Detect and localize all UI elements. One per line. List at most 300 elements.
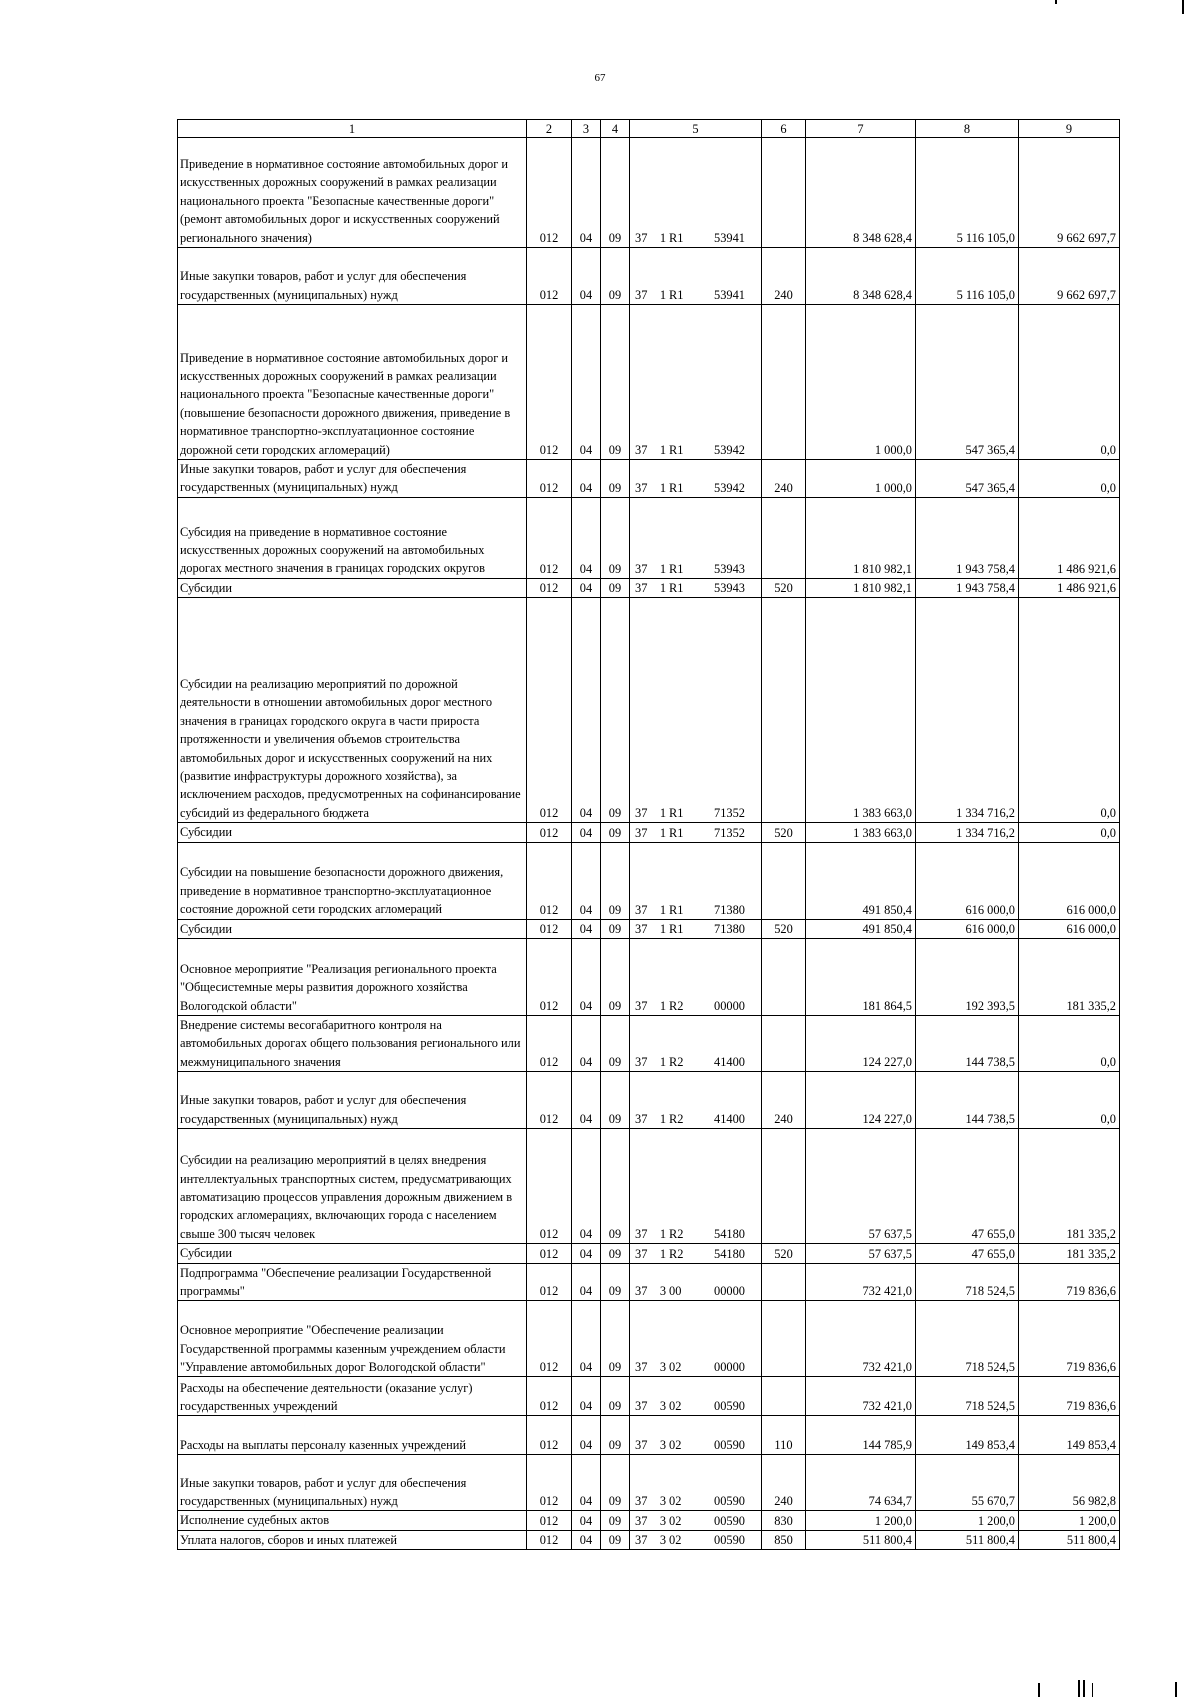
target-article-event: R1 — [669, 443, 684, 457]
row-name: Расходы на обеспечение деятельности (оказание услуг) государственных учреждений — [178, 1377, 527, 1416]
row-subsection-code: 09 — [601, 1263, 630, 1301]
row-subsection-code: 09 — [601, 1511, 630, 1530]
row-expense-type: 520 — [762, 919, 806, 938]
row-amount-year1: 1 810 982,1 — [806, 578, 916, 597]
row-ministry-code: 012 — [527, 1416, 572, 1455]
row-amount-year1: 124 227,0 — [806, 1072, 916, 1129]
row-ministry-code: 012 — [527, 598, 572, 823]
row-subsection-code: 09 — [601, 1455, 630, 1511]
table-row — [178, 598, 1120, 823]
target-article-direction: 71380 — [714, 902, 745, 917]
row-ministry-code: 012 — [527, 1455, 572, 1511]
target-article-program: 37 — [635, 443, 648, 457]
header-col-1: 1 — [178, 120, 527, 138]
target-article-event: R1 — [669, 806, 684, 821]
row-section-code: 04 — [572, 497, 601, 578]
row-target-article — [630, 497, 762, 578]
row-target-article — [630, 1511, 762, 1530]
row-section-code: 04 — [572, 1263, 601, 1301]
target-article-subprogram: 3 — [659, 1284, 667, 1299]
row-expense-type: 830 — [762, 1511, 806, 1530]
row-expense-type — [762, 842, 806, 919]
row-amount-year1: 1 810 982,1 — [806, 497, 916, 578]
target-article-subprogram: 1 — [659, 561, 667, 576]
row-target-article — [630, 1072, 762, 1129]
row-amount-year3: 616 000,0 — [1019, 919, 1120, 938]
row-amount-year3: 9 662 697,7 — [1019, 248, 1120, 305]
row-expense-type: 520 — [762, 823, 806, 842]
row-target-article — [630, 1244, 762, 1263]
target-article-direction: 00590 — [714, 1494, 745, 1509]
row-amount-year2: 718 524,5 — [916, 1301, 1019, 1377]
target-article-program: 37 — [635, 480, 648, 495]
target-article-direction: 00000 — [714, 1360, 745, 1375]
row-amount-year2: 718 524,5 — [916, 1377, 1019, 1416]
target-article-direction: 00590 — [714, 1399, 745, 1414]
row-amount-year3: 0,0 — [1019, 305, 1120, 460]
row-section-code: 04 — [572, 1455, 601, 1511]
table-row — [178, 1263, 1120, 1301]
row-expense-type — [762, 1301, 806, 1377]
row-ministry-code: 012 — [527, 1263, 572, 1301]
target-article-program: 37 — [635, 1360, 648, 1375]
target-article-direction: 54180 — [714, 1227, 745, 1242]
table-row — [178, 1416, 1120, 1455]
target-article-program: 37 — [635, 1533, 648, 1548]
row-amount-year3: 719 836,6 — [1019, 1263, 1120, 1301]
row-target-article — [630, 1530, 762, 1549]
target-article-event: R1 — [669, 288, 684, 302]
row-name: Приведение в нормативное состояние автомобильных дорог и искусственных дорожных сооружений в рамках реализации национального проекта "Безопасные качественные дороги" (ремонт автомобильных дорог и искусственных сооружений регионального значения) — [178, 138, 527, 248]
row-amount-year3: 181 335,2 — [1019, 1244, 1120, 1263]
row-subsection-code: 09 — [601, 939, 630, 1016]
row-name: Иные закупки товаров, работ и услуг для обеспечения государственных (муниципальных) нужд — [178, 1455, 527, 1511]
row-amount-year2: 55 670,7 — [916, 1455, 1019, 1511]
target-article-direction: 00000 — [714, 1284, 745, 1299]
target-article-event: 02 — [669, 1399, 682, 1414]
row-name: Иные закупки товаров, работ и услуг для обеспечения государственных (муниципальных) нужд — [178, 460, 527, 498]
scan-mark — [1055, 0, 1057, 4]
target-article-direction: 53942 — [714, 443, 745, 457]
target-article-subprogram: 3 — [659, 1360, 667, 1375]
row-ministry-code: 012 — [527, 939, 572, 1016]
target-article-program: 37 — [635, 581, 648, 596]
target-article-event: 02 — [669, 1438, 682, 1453]
row-amount-year1: 1 383 663,0 — [806, 598, 916, 823]
row-amount-year3: 0,0 — [1019, 460, 1120, 498]
row-subsection-code: 09 — [601, 138, 630, 248]
row-name: Основное мероприятие "Реализация регионального проекта "Общесистемные меры развития дорожного хозяйства Вологодской области" — [178, 939, 527, 1016]
target-article-subprogram: 1 — [659, 581, 667, 596]
row-amount-year2: 1 200,0 — [916, 1511, 1019, 1530]
target-article-event: R1 — [669, 922, 684, 937]
row-amount-year2: 547 365,4 — [916, 305, 1019, 460]
row-amount-year1: 1 000,0 — [806, 305, 916, 460]
row-amount-year2: 616 000,0 — [916, 919, 1019, 938]
row-name: Субсидии на повышение безопасности дорожного движения, приведение в нормативное транспортно-эксплуатационное состояние дорожной сети городских агломераций — [178, 842, 527, 919]
row-ministry-code: 012 — [527, 1016, 572, 1072]
row-amount-year2: 718 524,5 — [916, 1263, 1019, 1301]
row-amount-year2: 144 738,5 — [916, 1016, 1019, 1072]
row-amount-year2: 1 943 758,4 — [916, 497, 1019, 578]
row-section-code: 04 — [572, 1530, 601, 1549]
row-amount-year3: 0,0 — [1019, 1072, 1120, 1129]
row-subsection-code: 09 — [601, 1016, 630, 1072]
row-target-article — [630, 1416, 762, 1455]
row-amount-year2: 511 800,4 — [916, 1530, 1019, 1549]
target-article-program: 37 — [635, 1246, 648, 1261]
row-amount-year3: 511 800,4 — [1019, 1530, 1120, 1549]
row-name: Приведение в нормативное состояние автомобильных дорог и искусственных дорожных сооружений в рамках реализации национального проекта "Безопасные качественные дороги" (повышение безопасности дорожного движения, приведение в нормативное транспортно-эксплуатационное состояние дорожной сети городских агломераций) — [178, 305, 527, 460]
table-row — [178, 578, 1120, 597]
row-amount-year3: 0,0 — [1019, 1016, 1120, 1072]
row-amount-year3: 0,0 — [1019, 823, 1120, 842]
table-row — [178, 1301, 1120, 1377]
scan-mark — [1175, 1682, 1177, 1697]
row-subsection-code: 09 — [601, 305, 630, 460]
row-subsection-code: 09 — [601, 1377, 630, 1416]
target-article-subprogram: 1 — [659, 288, 667, 302]
row-expense-type: 520 — [762, 578, 806, 597]
target-article-program: 37 — [635, 806, 648, 821]
target-article-program: 37 — [635, 1438, 648, 1453]
row-amount-year1: 511 800,4 — [806, 1530, 916, 1549]
target-article-subprogram: 1 — [659, 443, 667, 457]
row-section-code: 04 — [572, 1511, 601, 1530]
row-subsection-code: 09 — [601, 1072, 630, 1129]
target-article-subprogram: 1 — [659, 1112, 667, 1127]
row-name: Субсидии на реализацию мероприятий в целях внедрения интеллектуальных транспортных систем, предусматривающих автоматизацию процессов управления дорожным движением в городских агломерациях, включающих города с населением свыше 300 тысяч человек — [178, 1129, 527, 1244]
target-article-program: 37 — [635, 1284, 648, 1299]
header-col-6: 6 — [762, 120, 806, 138]
row-amount-year2: 192 393,5 — [916, 939, 1019, 1016]
row-expense-type — [762, 1263, 806, 1301]
row-subsection-code: 09 — [601, 1530, 630, 1549]
target-article-event: 02 — [669, 1533, 682, 1548]
target-article-event: R2 — [669, 1112, 684, 1127]
target-article-direction: 71352 — [714, 825, 745, 840]
row-ministry-code: 012 — [527, 497, 572, 578]
row-ministry-code: 012 — [527, 842, 572, 919]
target-article-program: 37 — [635, 1055, 648, 1070]
row-subsection-code: 09 — [601, 1416, 630, 1455]
target-article-event: 02 — [669, 1360, 682, 1375]
target-article-program: 37 — [635, 922, 648, 937]
table-row — [178, 1129, 1120, 1244]
row-amount-year1: 57 637,5 — [806, 1129, 916, 1244]
row-ministry-code: 012 — [527, 919, 572, 938]
row-expense-type — [762, 598, 806, 823]
target-article-direction: 53943 — [714, 581, 745, 596]
row-target-article — [630, 305, 762, 460]
target-article-event: R2 — [669, 1055, 684, 1070]
row-amount-year2: 47 655,0 — [916, 1129, 1019, 1244]
row-amount-year2: 144 738,5 — [916, 1072, 1019, 1129]
row-amount-year2: 616 000,0 — [916, 842, 1019, 919]
row-expense-type — [762, 939, 806, 1016]
row-section-code: 04 — [572, 1244, 601, 1263]
target-article-direction: 41400 — [714, 1112, 745, 1127]
row-amount-year3: 181 335,2 — [1019, 1129, 1120, 1244]
row-subsection-code: 09 — [601, 497, 630, 578]
target-article-direction: 00000 — [714, 999, 745, 1014]
target-article-program: 37 — [635, 902, 648, 917]
scan-mark — [1092, 1683, 1093, 1697]
row-name: Расходы на выплаты персоналу казенных учреждений — [178, 1416, 527, 1455]
row-name: Субсидия на приведение в нормативное состояние искусственных дорожных сооружений на автомобильных дорогах местного значения в границах городских округов — [178, 497, 527, 578]
row-name: Внедрение системы весогабаритного контроля на автомобильных дорогах общего пользования регионального или межмуниципального значения — [178, 1016, 527, 1072]
target-article-program: 37 — [635, 1399, 648, 1414]
row-ministry-code: 012 — [527, 1129, 572, 1244]
target-article-program: 37 — [635, 1494, 648, 1509]
table-row — [178, 138, 1120, 248]
row-amount-year2: 547 365,4 — [916, 460, 1019, 498]
row-ministry-code: 012 — [527, 138, 572, 248]
row-amount-year3: 181 335,2 — [1019, 939, 1120, 1016]
header-col-2: 2 — [527, 120, 572, 138]
target-article-program: 37 — [635, 1112, 648, 1127]
target-article-direction: 53941 — [714, 288, 745, 302]
row-subsection-code: 09 — [601, 1244, 630, 1263]
row-amount-year3: 1 486 921,6 — [1019, 497, 1120, 578]
row-ministry-code: 012 — [527, 305, 572, 460]
table-row — [178, 823, 1120, 842]
row-section-code: 04 — [572, 1072, 601, 1129]
target-article-event: R1 — [669, 825, 684, 840]
row-amount-year1: 1 200,0 — [806, 1511, 916, 1530]
target-article-direction: 00590 — [714, 1513, 745, 1528]
row-section-code: 04 — [572, 939, 601, 1016]
scan-mark — [1083, 1680, 1085, 1697]
header-col-8: 8 — [916, 120, 1019, 138]
row-section-code: 04 — [572, 138, 601, 248]
row-target-article — [630, 598, 762, 823]
target-article-program: 37 — [635, 1513, 648, 1528]
target-article-subprogram: 3 — [659, 1494, 667, 1509]
target-article-program: 37 — [635, 288, 648, 302]
row-target-article — [630, 1377, 762, 1416]
row-subsection-code: 09 — [601, 598, 630, 823]
row-amount-year3: 9 662 697,7 — [1019, 138, 1120, 248]
row-section-code: 04 — [572, 1129, 601, 1244]
target-article-event: R1 — [669, 480, 684, 495]
table-row — [178, 460, 1120, 498]
row-name: Иные закупки товаров, работ и услуг для обеспечения государственных (муниципальных) нужд — [178, 1072, 527, 1129]
row-amount-year1: 732 421,0 — [806, 1301, 916, 1377]
row-amount-year2: 1 334 716,2 — [916, 598, 1019, 823]
target-article-subprogram: 1 — [659, 825, 667, 840]
row-subsection-code: 09 — [601, 1301, 630, 1377]
row-target-article — [630, 919, 762, 938]
table-row — [178, 305, 1120, 460]
row-target-article — [630, 1129, 762, 1244]
row-amount-year2: 5 116 105,0 — [916, 138, 1019, 248]
table-row — [178, 939, 1120, 1016]
target-article-direction: 54180 — [714, 1246, 745, 1261]
row-expense-type — [762, 1377, 806, 1416]
scan-mark — [1078, 1680, 1080, 1697]
row-ministry-code: 012 — [527, 1377, 572, 1416]
table-row — [178, 1072, 1120, 1129]
row-amount-year1: 124 227,0 — [806, 1016, 916, 1072]
header-col-7: 7 — [806, 120, 916, 138]
header-col-5: 5 — [630, 120, 762, 138]
target-article-subprogram: 1 — [659, 1227, 667, 1242]
row-amount-year3: 1 200,0 — [1019, 1511, 1120, 1530]
header-row — [178, 120, 1120, 138]
row-expense-type: 240 — [762, 1072, 806, 1129]
row-expense-type: 850 — [762, 1530, 806, 1549]
row-target-article — [630, 939, 762, 1016]
target-article-subprogram: 3 — [659, 1513, 667, 1528]
row-amount-year1: 144 785,9 — [806, 1416, 916, 1455]
row-section-code: 04 — [572, 842, 601, 919]
target-article-event: 02 — [669, 1513, 682, 1528]
row-subsection-code: 09 — [601, 919, 630, 938]
target-article-event: R1 — [669, 902, 684, 917]
header-col-4: 4 — [601, 120, 630, 138]
table-row — [178, 1244, 1120, 1263]
row-expense-type: 240 — [762, 248, 806, 305]
row-section-code: 04 — [572, 598, 601, 823]
row-amount-year2: 47 655,0 — [916, 1244, 1019, 1263]
row-ministry-code: 012 — [527, 1072, 572, 1129]
row-expense-type: 110 — [762, 1416, 806, 1455]
row-ministry-code: 012 — [527, 1511, 572, 1530]
target-article-program: 37 — [635, 231, 648, 245]
row-expense-type: 520 — [762, 1244, 806, 1263]
row-section-code: 04 — [572, 1416, 601, 1455]
target-article-direction: 53943 — [714, 561, 745, 576]
row-name: Субсидии на реализацию мероприятий по дорожной деятельности в отношении автомобильных дорог местного значения в границах городского округа в части прироста протяженности и увеличения объемов строительства автомобильных дорог и искусственных сооружений на них (развитие инфраструктуры дорожного хозяйства), за исключением расходов, предусмотренных на софинансирование субсидий из федерального бюджета — [178, 598, 527, 823]
row-amount-year2: 5 116 105,0 — [916, 248, 1019, 305]
row-amount-year3: 719 836,6 — [1019, 1377, 1120, 1416]
row-name: Субсидии — [178, 1244, 527, 1263]
row-ministry-code: 012 — [527, 248, 572, 305]
row-section-code: 04 — [572, 823, 601, 842]
target-article-event: R1 — [669, 561, 684, 576]
row-name: Подпрограмма "Обеспечение реализации Государственной программы" — [178, 1263, 527, 1301]
row-expense-type: 240 — [762, 460, 806, 498]
table-row — [178, 248, 1120, 305]
scan-mark — [1038, 1683, 1040, 1697]
row-target-article — [630, 248, 762, 305]
row-name: Субсидии — [178, 919, 527, 938]
target-article-subprogram: 3 — [659, 1438, 667, 1453]
row-subsection-code: 09 — [601, 460, 630, 498]
table-row — [178, 1377, 1120, 1416]
target-article-event: 02 — [669, 1494, 682, 1509]
row-amount-year1: 491 850,4 — [806, 842, 916, 919]
row-amount-year2: 149 853,4 — [916, 1416, 1019, 1455]
row-amount-year1: 732 421,0 — [806, 1377, 916, 1416]
row-amount-year1: 74 634,7 — [806, 1455, 916, 1511]
target-article-event: 00 — [669, 1284, 682, 1299]
target-article-direction: 41400 — [714, 1055, 745, 1070]
table-row — [178, 1511, 1120, 1530]
row-amount-year1: 181 864,5 — [806, 939, 916, 1016]
row-expense-type — [762, 305, 806, 460]
target-article-event: R2 — [669, 999, 684, 1014]
row-name: Иные закупки товаров, работ и услуг для обеспечения государственных (муниципальных) нужд — [178, 248, 527, 305]
target-article-direction: 53941 — [714, 231, 745, 245]
row-amount-year1: 1 383 663,0 — [806, 823, 916, 842]
row-section-code: 04 — [572, 248, 601, 305]
target-article-subprogram: 1 — [659, 902, 667, 917]
row-amount-year2: 1 334 716,2 — [916, 823, 1019, 842]
target-article-subprogram: 1 — [659, 1246, 667, 1261]
row-expense-type — [762, 138, 806, 248]
row-target-article — [630, 1016, 762, 1072]
row-ministry-code: 012 — [527, 578, 572, 597]
target-article-subprogram: 1 — [659, 480, 667, 495]
target-article-program: 37 — [635, 999, 648, 1014]
target-article-subprogram: 3 — [659, 1533, 667, 1548]
row-ministry-code: 012 — [527, 1301, 572, 1377]
target-article-program: 37 — [635, 561, 648, 576]
row-amount-year2: 1 943 758,4 — [916, 578, 1019, 597]
row-ministry-code: 012 — [527, 823, 572, 842]
row-amount-year3: 719 836,6 — [1019, 1301, 1120, 1377]
target-article-subprogram: 1 — [659, 1055, 667, 1070]
row-section-code: 04 — [572, 1377, 601, 1416]
row-subsection-code: 09 — [601, 578, 630, 597]
target-article-event: R1 — [669, 231, 684, 245]
target-article-event: R2 — [669, 1246, 684, 1261]
row-section-code: 04 — [572, 919, 601, 938]
target-article-program: 37 — [635, 1227, 648, 1242]
row-amount-year1: 8 348 628,4 — [806, 138, 916, 248]
row-ministry-code: 012 — [527, 1244, 572, 1263]
scan-mark — [1182, 0, 1184, 14]
target-article-direction: 00590 — [714, 1438, 745, 1453]
row-subsection-code: 09 — [601, 1129, 630, 1244]
row-target-article — [630, 138, 762, 248]
table-row — [178, 919, 1120, 938]
row-amount-year1: 732 421,0 — [806, 1263, 916, 1301]
row-ministry-code: 012 — [527, 1530, 572, 1549]
row-ministry-code: 012 — [527, 460, 572, 498]
row-amount-year3: 0,0 — [1019, 598, 1120, 823]
row-subsection-code: 09 — [601, 842, 630, 919]
row-name: Субсидии — [178, 578, 527, 597]
table-row — [178, 1530, 1120, 1549]
budget-table — [177, 119, 1119, 1550]
header-col-9: 9 — [1019, 120, 1120, 138]
row-name: Уплата налогов, сборов и иных платежей — [178, 1530, 527, 1549]
row-amount-year1: 57 637,5 — [806, 1244, 916, 1263]
table-row — [178, 497, 1120, 578]
target-article-direction: 00590 — [714, 1533, 745, 1548]
row-subsection-code: 09 — [601, 248, 630, 305]
row-amount-year3: 56 982,8 — [1019, 1455, 1120, 1511]
row-amount-year1: 8 348 628,4 — [806, 248, 916, 305]
header-col-3: 3 — [572, 120, 601, 138]
table-row — [178, 1455, 1120, 1511]
row-section-code: 04 — [572, 1016, 601, 1072]
table-row — [178, 1016, 1120, 1072]
row-expense-type — [762, 1129, 806, 1244]
target-article-program: 37 — [635, 825, 648, 840]
target-article-direction: 71380 — [714, 922, 745, 937]
row-expense-type: 240 — [762, 1455, 806, 1511]
row-amount-year3: 149 853,4 — [1019, 1416, 1120, 1455]
target-article-subprogram: 1 — [659, 231, 667, 245]
row-amount-year1: 491 850,4 — [806, 919, 916, 938]
target-article-subprogram: 3 — [659, 1399, 667, 1414]
table-row — [178, 842, 1120, 919]
row-amount-year1: 1 000,0 — [806, 460, 916, 498]
